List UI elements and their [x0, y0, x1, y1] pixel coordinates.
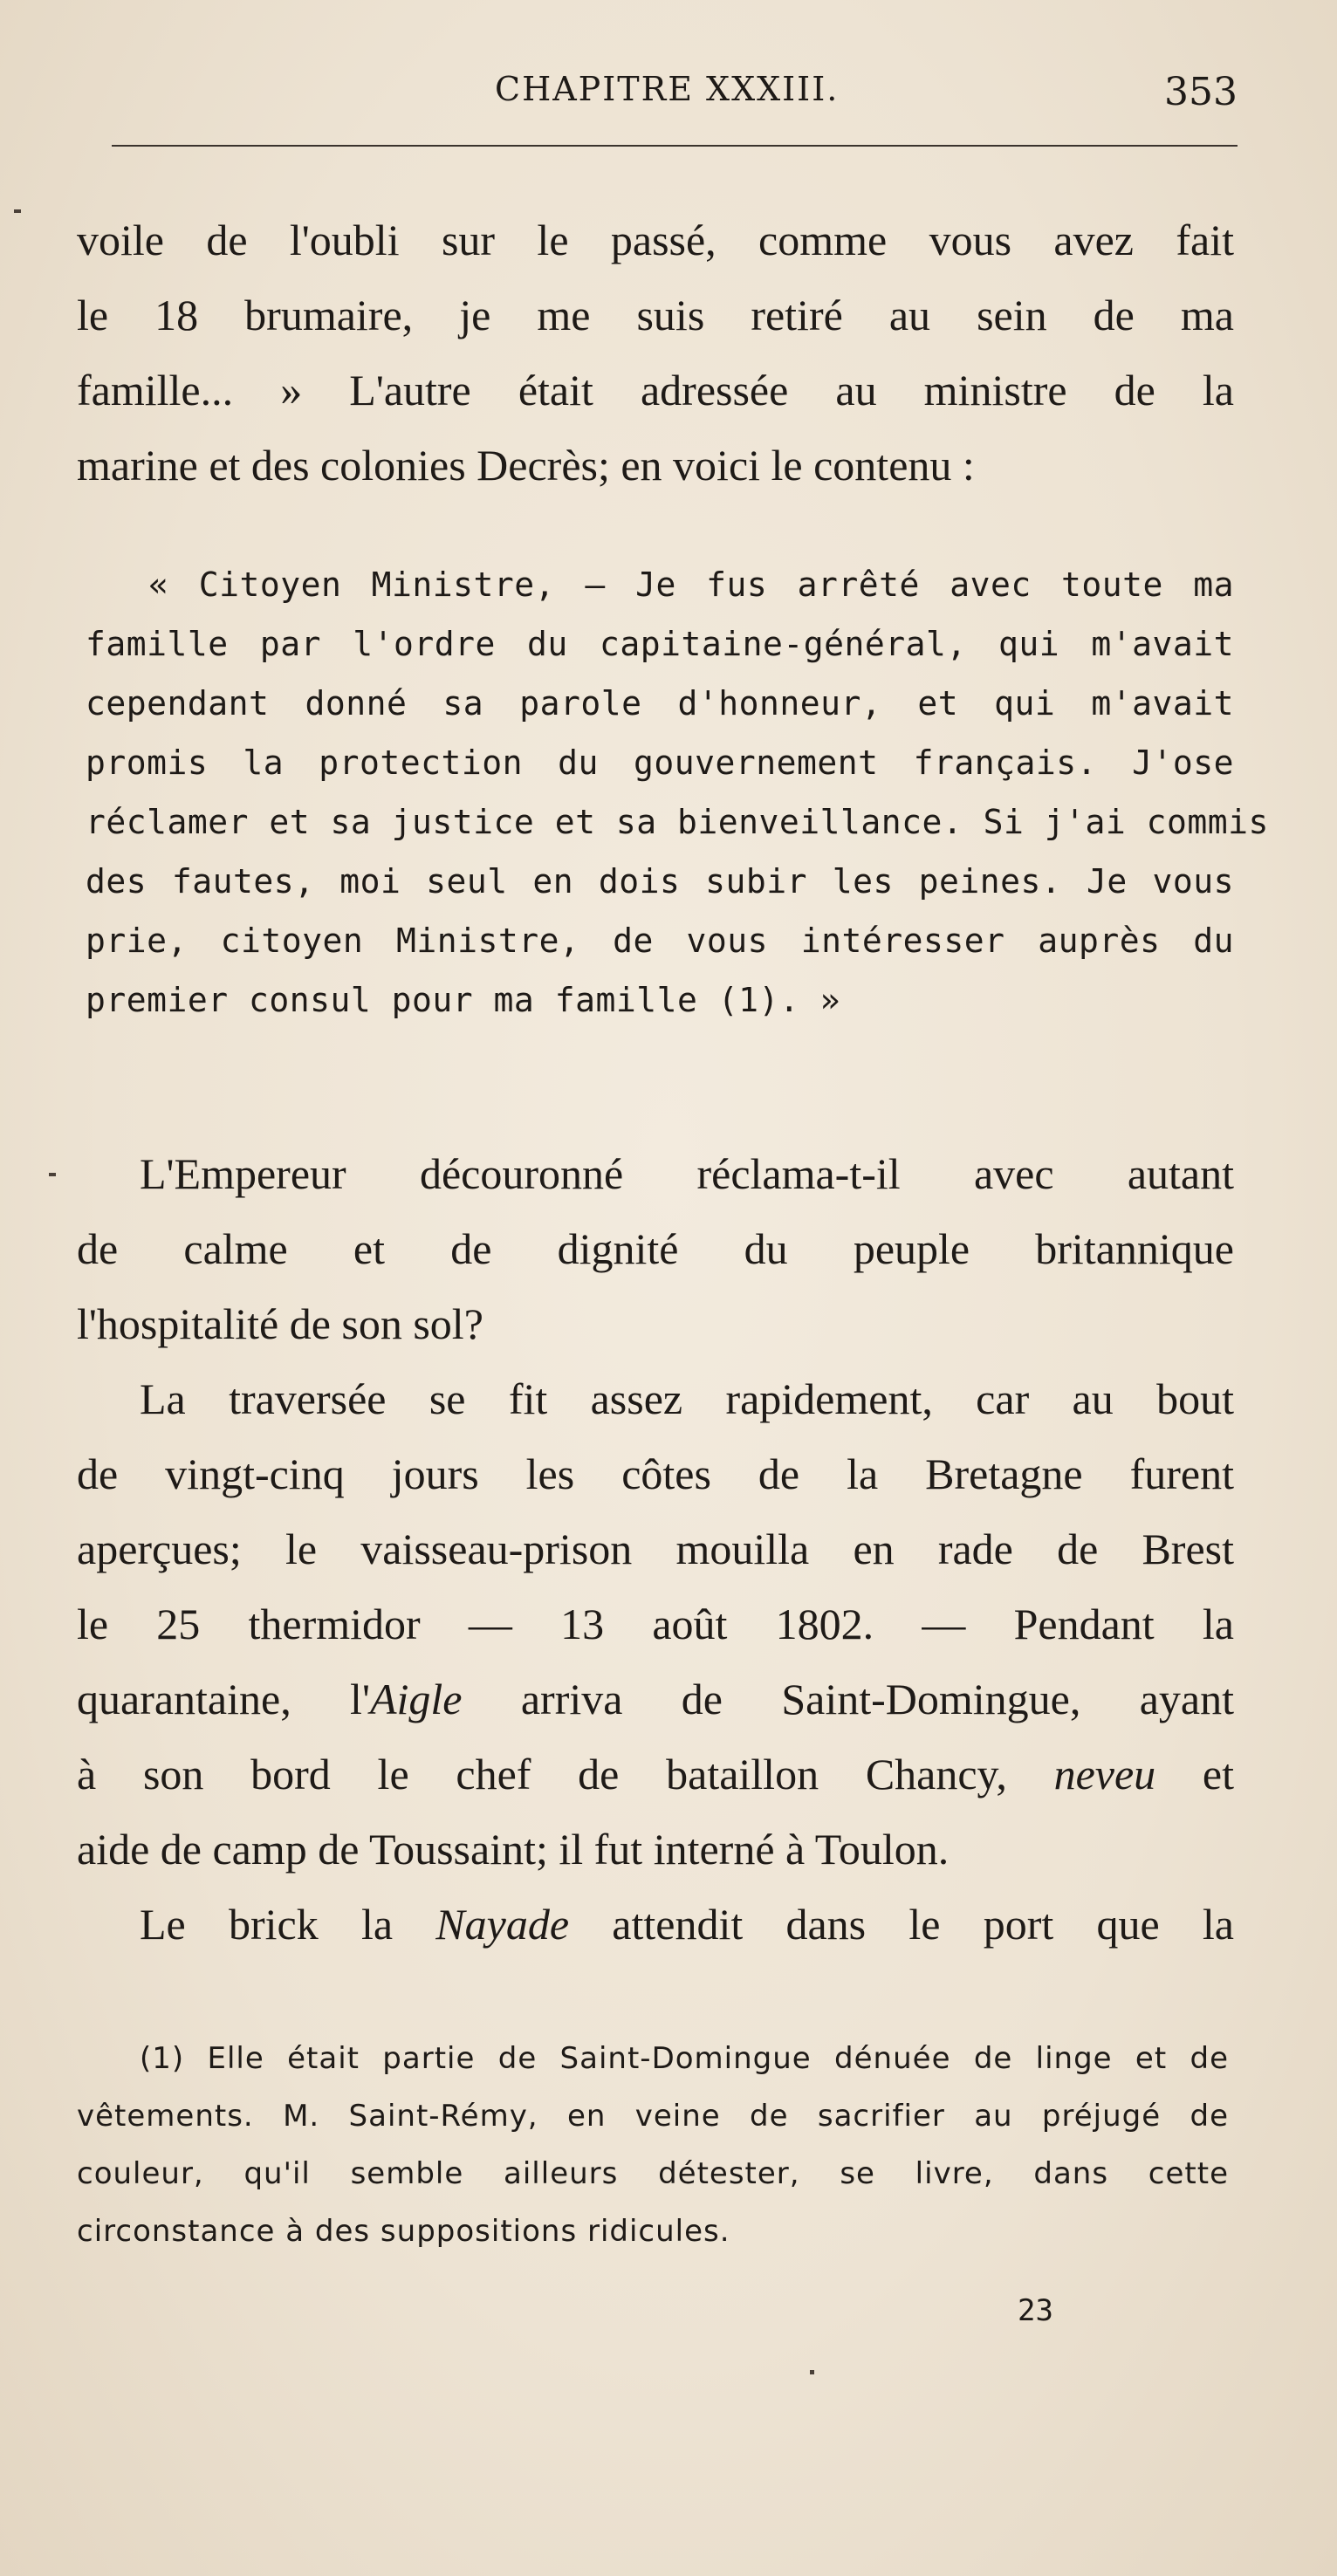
paragraph-brick [77, 1887, 1234, 1962]
text-line: de calme et de dignité du peuple britannique [77, 1224, 1234, 1273]
ship-name-nayade: Nayade [435, 1900, 570, 1949]
footnote-line: vêtements. M. Saint-Rémy, en veine de sacrifier au préjugé de [77, 2099, 1229, 2134]
text-line: cependant donné sa parole d'honneur, et qui m'avait [86, 684, 1234, 723]
paragraph-continuation [77, 202, 1234, 503]
text-line: le 25 thermidor — 13 août 1802. — Pendant la [77, 1600, 1234, 1648]
signature-mark: 23 [1018, 2293, 1053, 2328]
footnote-line: (1) Elle était partie de Saint-Domingue dénuée de linge et de [140, 2041, 1229, 2076]
text-line [77, 1737, 1234, 1812]
text-line: L'Empereur découronné réclama-t-il avec autant [140, 1149, 1234, 1198]
text-line: l'hospitalité de son sol? [77, 1299, 483, 1348]
text-segment: à son bord le chef de bataillon Chancy, [77, 1750, 1054, 1798]
paragraph-traversee [77, 1361, 1234, 1887]
paper-speck [810, 2370, 814, 2374]
text-line: aide de camp de Toussaint; il fut interné à Toulon. [77, 1825, 950, 1874]
paragraph-empereur [77, 1136, 1234, 1361]
chapter-title: CHAPITRE XXXIII. [495, 70, 840, 108]
text-line: marine et des colonies Decrès; en voici le contenu : [77, 441, 975, 490]
quoted-letter [86, 555, 1269, 1030]
footnote [77, 2030, 1229, 2260]
text-line: famille par l'ordre du capitaine-général, qui m'avait [86, 625, 1234, 663]
margin-speck [14, 209, 21, 213]
page-number: 353 [1164, 70, 1238, 114]
ship-name-aigle: Aigle [369, 1675, 463, 1723]
text-segment: quarantaine, l' [77, 1675, 370, 1723]
text-line: réclamer et sa justice et sa bienveillance. Si j'ai commis [86, 803, 1269, 841]
text-line: voile de l'oubli sur le passé, comme vous avez fait [77, 216, 1234, 264]
text-line: des fautes, moi seul en dois subir les peines. Je vous [86, 862, 1234, 901]
text-line: premier consul pour ma famille (1). » [86, 981, 840, 1019]
text-line: promis la protection du gouvernement français. J'ose [86, 743, 1234, 782]
text-line: « Citoyen Ministre, — Je fus arrêté avec toute ma [148, 565, 1234, 604]
text-line [77, 1887, 1234, 1962]
text-line: aperçues; le vaisseau-prison mouilla en rade de Brest [77, 1524, 1234, 1573]
text-line: La traversée se fit assez rapidement, car au bout [140, 1374, 1234, 1423]
text-segment: attendit dans le port que la [569, 1900, 1234, 1949]
emphasis-neveu: neveu [1053, 1750, 1156, 1798]
text-line: famille... » L'autre était adressée au ministre de la [77, 366, 1234, 414]
running-header [70, 70, 1238, 122]
text-line [77, 1661, 1234, 1737]
text-line: de vingt-cinq jours les côtes de la Bretagne furent [77, 1449, 1234, 1498]
text-segment: Le brick la [140, 1900, 436, 1949]
text-line: prie, citoyen Ministre, de vous intéresser auprès du [86, 921, 1234, 960]
text-segment: et [1155, 1750, 1234, 1798]
header-rule [112, 145, 1238, 147]
footnote-line: circonstance à des suppositions ridicules. [77, 2214, 730, 2249]
text-line: le 18 brumaire, je me suis retiré au sein de ma [77, 291, 1234, 339]
footnote-line: couleur, qu'il semble ailleurs détester, se livre, dans cette [77, 2156, 1229, 2191]
text-segment: arriva de Saint-Domingue, ayant [462, 1675, 1234, 1723]
margin-speck [49, 1173, 56, 1176]
